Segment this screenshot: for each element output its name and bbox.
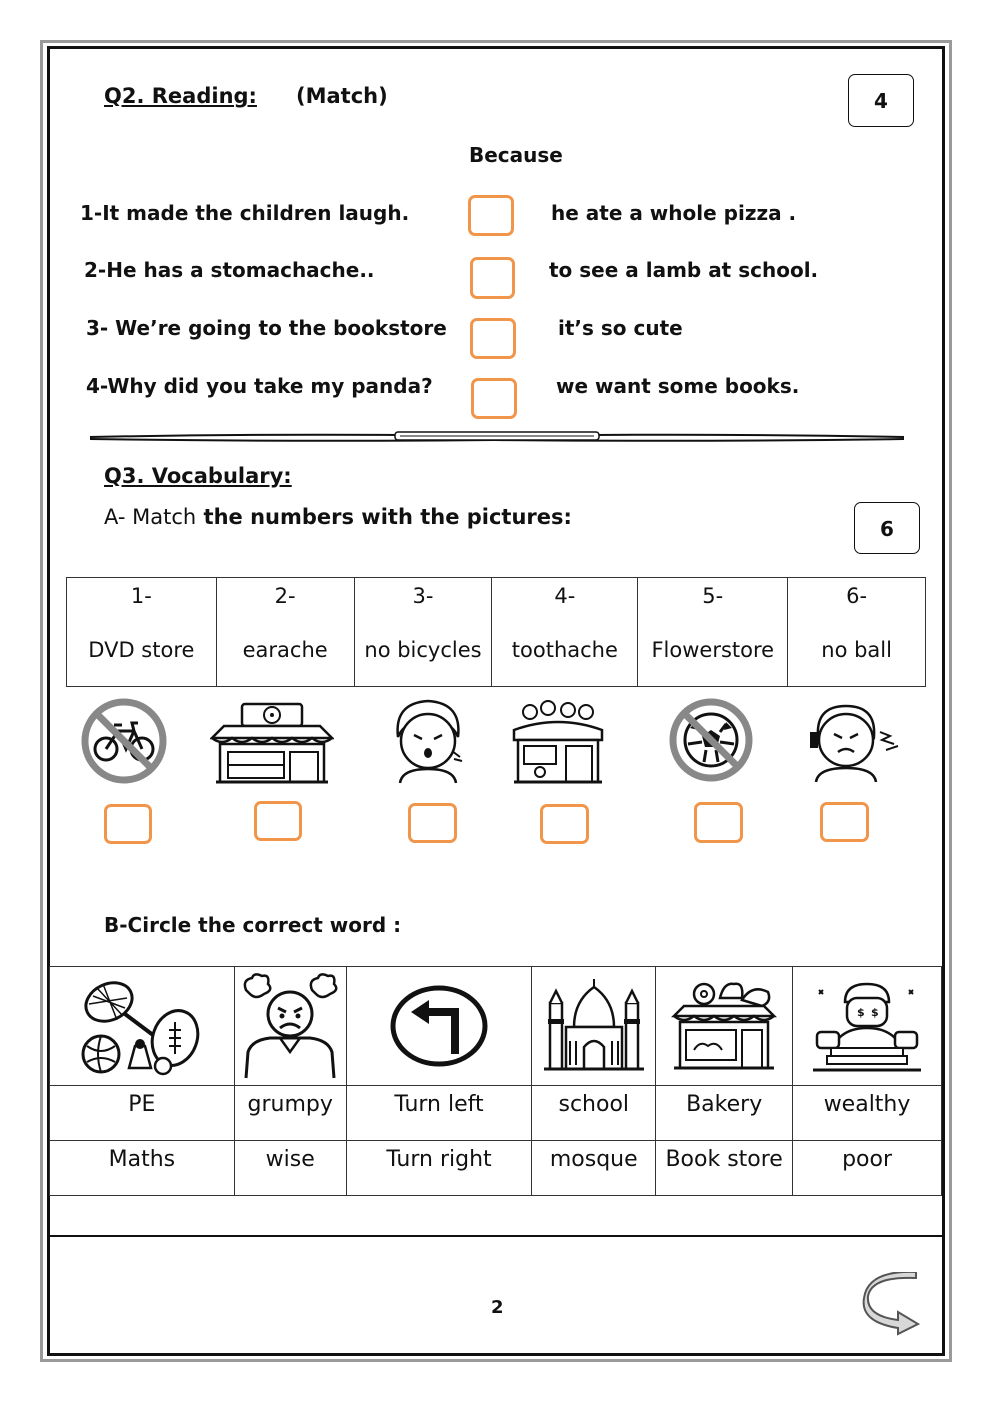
match-word: Flowerstore xyxy=(638,614,788,687)
q2-subtitle: (Match) xyxy=(296,84,388,108)
bakery-icon xyxy=(668,980,780,1072)
match-number: 3- xyxy=(354,578,492,614)
q2-score-box: 4 xyxy=(848,74,914,127)
q2-answer-box-1[interactable] xyxy=(468,195,514,236)
q2-left-item-4: 4-Why did you take my panda? xyxy=(86,374,433,398)
match-word: no ball xyxy=(788,614,926,687)
q2-left-item-1: 1-It made the children laugh. xyxy=(80,201,410,225)
circle-picture-cell xyxy=(793,967,942,1086)
section-divider xyxy=(90,428,904,446)
circle-word-option[interactable]: mosque xyxy=(532,1141,656,1196)
match-word: no bicycles xyxy=(354,614,492,687)
turn-left-sign-icon xyxy=(389,984,489,1068)
circle-word-option[interactable]: PE xyxy=(50,1086,235,1141)
circle-word-option[interactable]: Turn right xyxy=(346,1141,532,1196)
wealthy-man-icon xyxy=(809,978,925,1074)
match-word: toothache xyxy=(492,614,638,687)
svg-text:$: $ xyxy=(871,1006,879,1019)
match-word: earache xyxy=(216,614,354,687)
dvd-store-icon xyxy=(210,702,334,786)
q2-title: Q2. Reading: xyxy=(104,84,257,108)
q2-right-item-1: he ate a whole pizza . xyxy=(551,201,797,225)
circle-picture-cell xyxy=(532,967,656,1086)
circle-picture-cell xyxy=(234,967,346,1086)
q2-left-item-2: 2-He has a stomachache.. xyxy=(84,258,375,282)
match-number: 2- xyxy=(216,578,354,614)
circle-word-option[interactable]: poor xyxy=(793,1141,942,1196)
no-ball-icon xyxy=(666,698,756,782)
q2-answer-box-3[interactable] xyxy=(470,318,516,359)
q3-score-box: 6 xyxy=(854,502,920,554)
match-number: 1- xyxy=(67,578,217,614)
circle-word-option[interactable]: wealthy xyxy=(793,1086,942,1141)
curved-arrow-icon[interactable] xyxy=(862,1272,922,1336)
q2-right-item-3: it’s so cute xyxy=(558,316,683,340)
pic-answer-box-5[interactable] xyxy=(694,802,743,843)
q2-left-item-3: 3- We’re going to the bookstore xyxy=(86,316,447,340)
footer-rule xyxy=(49,1235,942,1237)
because-label: Because xyxy=(469,143,563,167)
match-number: 5- xyxy=(638,578,788,614)
circle-picture-cell xyxy=(50,967,235,1086)
pic-answer-box-2[interactable] xyxy=(254,801,302,841)
pic-answer-box-4[interactable] xyxy=(540,804,589,844)
q3-title: Q3. Vocabulary: xyxy=(104,464,292,488)
pic-answer-box-3[interactable] xyxy=(408,803,457,843)
circle-picture-cell xyxy=(346,967,532,1086)
toothache-icon xyxy=(388,697,470,785)
sports-equipment-icon xyxy=(79,976,205,1076)
pic-answer-box-6[interactable] xyxy=(820,802,869,842)
q2-right-item-2: to see a lamb at school. xyxy=(549,258,819,282)
q2-answer-box-2[interactable] xyxy=(470,257,515,299)
pic-answer-box-1[interactable] xyxy=(104,804,152,844)
circle-word-option[interactable]: grumpy xyxy=(234,1086,346,1141)
circle-word-option[interactable]: wise xyxy=(234,1141,346,1196)
circle-picture-cell xyxy=(656,967,793,1086)
svg-text:$: $ xyxy=(857,1006,865,1019)
q3-part-b-instruction: B-Circle the correct word : xyxy=(104,913,402,937)
circle-word-table xyxy=(49,966,942,1196)
mosque-icon xyxy=(544,979,644,1073)
match-words-table xyxy=(66,577,926,687)
match-number: 6- xyxy=(788,578,926,614)
earache-icon xyxy=(808,702,904,784)
circle-word-option[interactable]: Bakery xyxy=(656,1086,793,1141)
no-bicycle-icon xyxy=(80,697,168,785)
q2-right-item-4: we want some books. xyxy=(556,374,800,398)
circle-word-option[interactable]: Book store xyxy=(656,1141,793,1196)
grumpy-face-icon xyxy=(240,972,340,1080)
q2-answer-box-4[interactable] xyxy=(471,378,517,419)
match-number: 4- xyxy=(492,578,638,614)
flower-store-icon xyxy=(510,700,606,786)
page-number: 2 xyxy=(491,1297,504,1318)
circle-word-option[interactable]: Turn left xyxy=(346,1086,532,1141)
q3-part-a-instruction: A- Match the numbers with the pictures: xyxy=(104,505,572,529)
circle-word-option[interactable]: school xyxy=(532,1086,656,1141)
circle-word-option[interactable]: Maths xyxy=(50,1141,235,1196)
match-word: DVD store xyxy=(67,614,217,687)
